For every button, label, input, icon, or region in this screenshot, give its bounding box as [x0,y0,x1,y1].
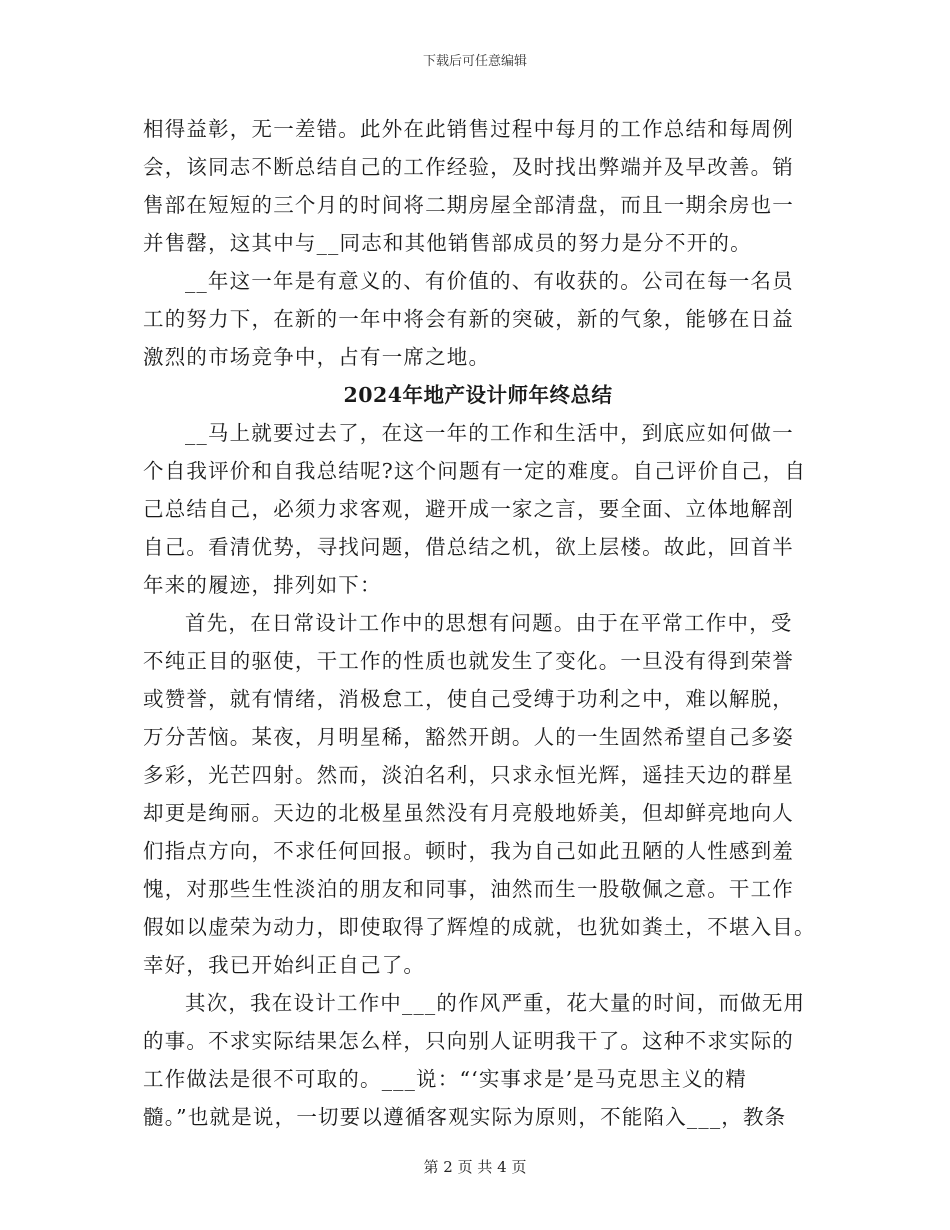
text-line: 激烈的市场竞争中，占有一席之地。 [143,345,491,369]
text-line: 多彩，光芒四射。然而，淡泊名利，只求永恒光辉，遥挂天边的群星 [143,763,794,787]
text-line: 们指点方向，不求任何回报。顿时，我为自己如此丑陋的人性感到羞 [143,839,794,863]
text-line: 工作做法是很不可取的。___说：“‘实事求是’是马克思主义的精 [143,1067,747,1091]
text-line: 幸好，我已开始纠正自己了。 [143,953,426,977]
text-line: 会，该同志不断总结自己的工作经验，及时找出弊端并及早改善。销 [143,155,794,179]
text-line: 髓。”也就是说，一切要以遵循客观实际为原则，不能陷入___，教条 [143,1105,787,1129]
paragraph-start-line: 首先，在日常设计工作中的思想有问题。由于在平常工作中，受 [185,611,793,635]
text-line: 假如以虚荣为动力，即使取得了辉煌的成就，也犹如粪土，不堪入目。 [143,915,816,939]
page-header: 下载后可任意编辑 [422,54,527,69]
paragraph-start-line: __马上就要过去了，在这一年的工作和生活中，到底应如何做一 [185,421,794,445]
text-line: 万分苦恼。某夜，月明星稀，豁然开朗。人的一生固然希望自己多姿 [143,725,794,749]
section-title: 2024年地产设计师年终总结 [343,383,613,407]
text-line: 年来的履迹，排列如下： [143,573,382,597]
paragraph-start-line: 其次，我在设计工作中___的作风严重，花大量的时间，而做无用 [185,991,806,1015]
document-body [143,110,816,1136]
text-line: 不纯正目的驱使，干工作的性质也就发生了变化。一旦没有得到荣誉 [143,649,794,673]
text-line: 工的努力下，在新的一年中将会有新的突破，新的气象，能够在日益 [143,307,794,331]
text-line: 己总结自己，必须力求客观，避开成一家之言，要全面、立体地解剖 [143,497,794,521]
text-line: 的事。不求实际结果怎么样，只向别人证明我干了。这种不求实际的 [143,1029,794,1053]
text-line: 售部在短短的三个月的时间将二期房屋全部清盘，而且一期余房也一 [143,193,794,217]
text-line: 自己。看清优势，寻找问题，借总结之机，欲上层楼。故此，回首半 [143,535,794,559]
text-line: 却更是绚丽。天边的北极星虽然没有月亮般地娇美，但却鲜亮地向人 [143,801,794,825]
text-line: 并售罄，这其中与__同志和其他销售部成员的努力是分不开的。 [143,231,752,255]
text-line: 或赞誉，就有情绪，消极怠工，使自己受缚于功利之中，难以解脱， [143,687,794,711]
text-line: 相得益彰，无一差错。此外在此销售过程中每月的工作总结和每周例 [143,117,794,141]
paragraph-start-line: __年这一年是有意义的、有价值的、有收获的。公司在每一名员 [185,269,794,293]
text-line: 个自我评价和自我总结呢?这个问题有一定的难度。自己评价自己，自 [143,459,807,483]
page-footer: 第 2 页 共 4 页 [423,1158,527,1176]
text-line: 愧，对那些生性淡泊的朋友和同事，油然而生一股敬佩之意。干工作 [143,877,794,901]
